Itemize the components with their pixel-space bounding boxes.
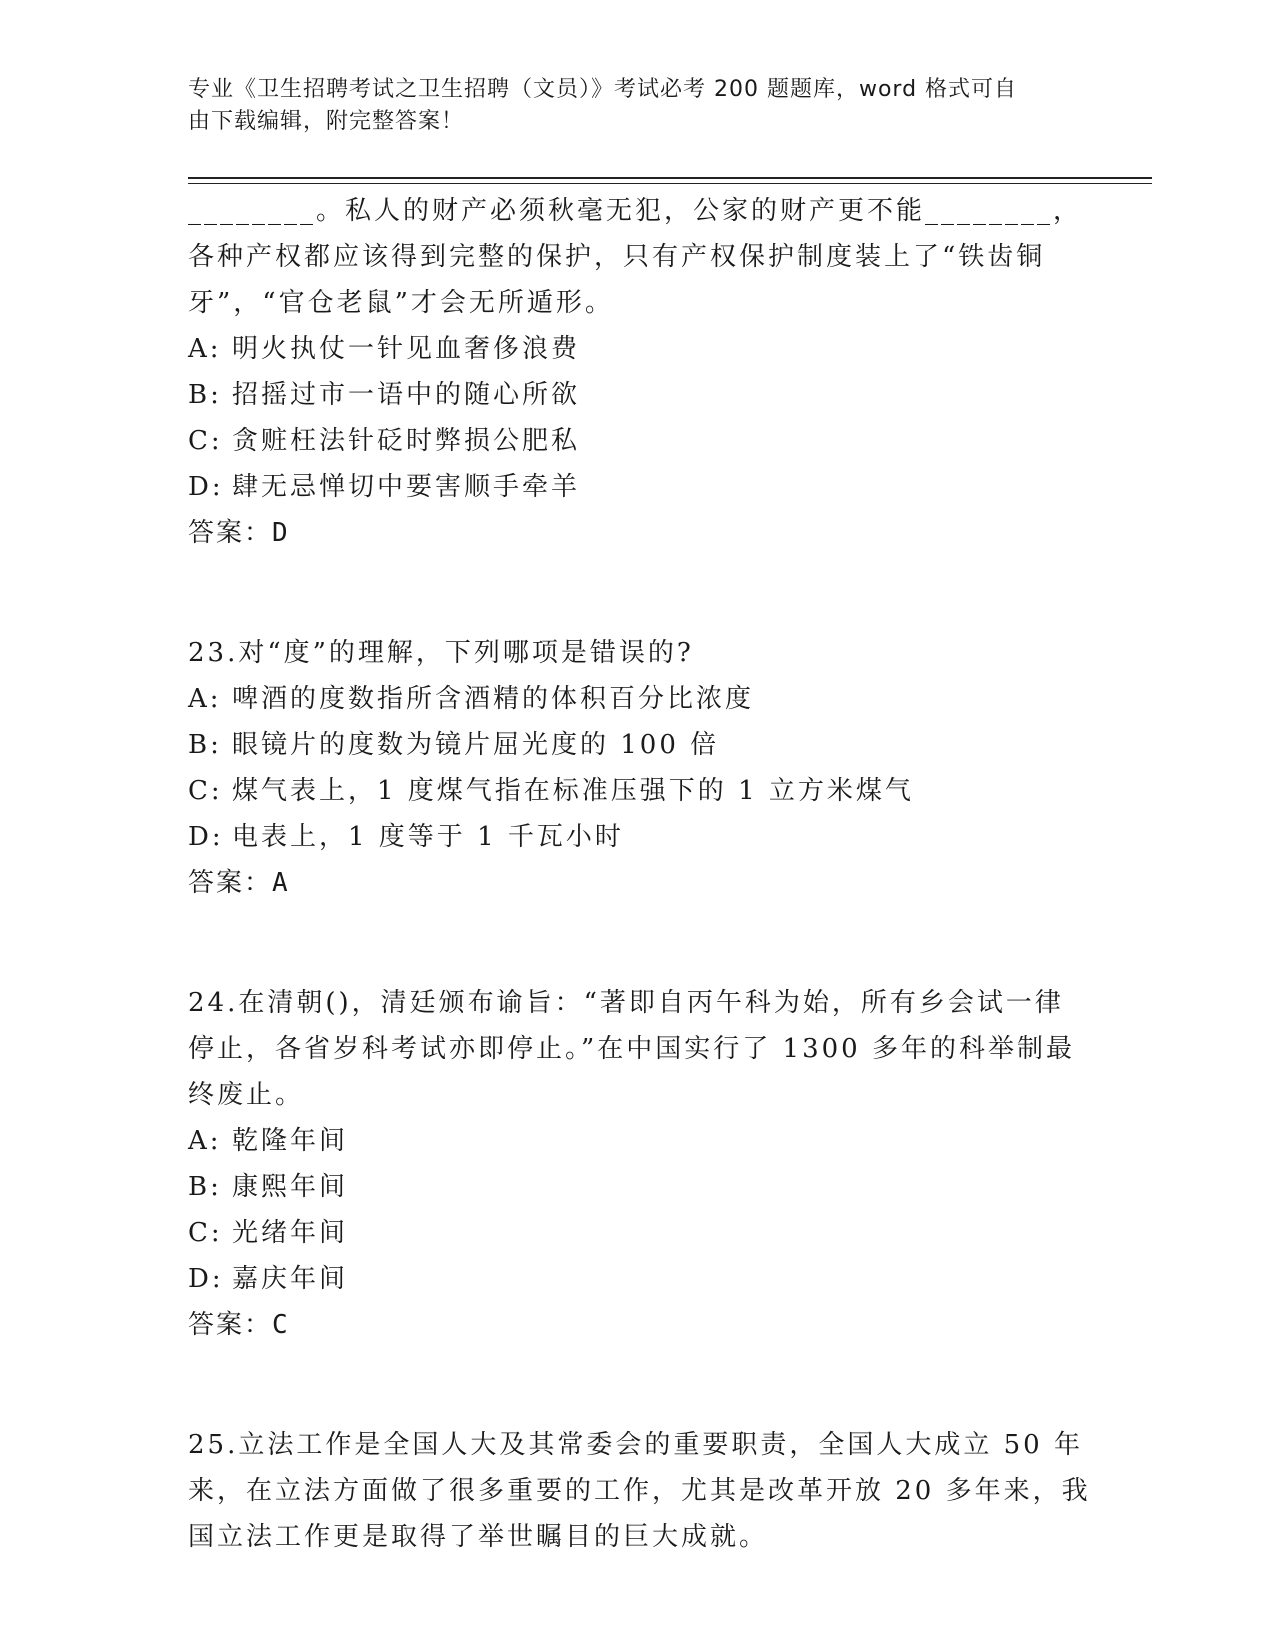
option-text: 嘉庆年间 <box>232 1264 349 1294</box>
answer-label: 答案： <box>188 518 273 548</box>
option-a <box>188 326 1088 372</box>
option-text: 贪赃枉法针砭时弊损公肥私 <box>232 426 581 456</box>
answer-value: C <box>272 1310 290 1340</box>
option-label: C: <box>188 1218 223 1248</box>
question-22 <box>188 188 1088 556</box>
option-a <box>188 1118 1088 1164</box>
option-label: A: <box>188 1126 222 1156</box>
option-b <box>188 372 1088 418</box>
option-label: B: <box>188 1172 222 1202</box>
option-c <box>188 1210 1088 1256</box>
option-b <box>188 1164 1088 1210</box>
option-label: A: <box>188 334 222 364</box>
answer-line <box>188 860 1088 906</box>
question-text-line: ________。私人的财产必须秋毫无犯，公家的财产更不能________， <box>188 196 1083 226</box>
question-text-line: 牙”，“官仓老鼠”才会无所遁形。 <box>188 288 614 318</box>
option-c <box>188 418 1088 464</box>
option-label: B: <box>188 730 222 760</box>
option-text: 光绪年间 <box>232 1218 349 1248</box>
header-rule-thick <box>188 177 1152 179</box>
question-text-line: 来，在立法方面做了很多重要的工作，尤其是改革开放 20 多年来，我 <box>188 1476 1091 1506</box>
question-text-line: 各种产权都应该得到完整的保护，只有产权保护制度装上了“铁齿铜 <box>188 242 1046 272</box>
answer-line <box>188 510 1088 556</box>
option-label: D: <box>188 1264 224 1294</box>
option-text: 煤气表上，1 度煤气指在标准压强下的 1 立方米煤气 <box>232 776 914 806</box>
question-text-line: 23.对“度”的理解，下列哪项是错误的? <box>188 638 694 668</box>
option-d <box>188 464 1088 510</box>
answer-line <box>188 1302 1088 1348</box>
question-text-line: 终废止。 <box>188 1080 305 1110</box>
answer-label: 答案： <box>188 868 273 898</box>
option-text: 电表上，1 度等于 1 千瓦小时 <box>232 822 624 852</box>
option-text: 康熙年间 <box>232 1172 349 1202</box>
option-text: 眼镜片的度数为镜片屈光度的 100 倍 <box>232 730 720 760</box>
question-text-line: 24.在清朝()，清廷颁布谕旨：“著即自丙午科为始，所有乡会试一律 <box>188 988 1064 1018</box>
header-line-1: 专业《卫生招聘考试之卫生招聘（文员）》考试必考 200 题题库，word 格式可自 <box>188 77 1018 102</box>
option-label: B: <box>188 380 222 410</box>
question-24 <box>188 980 1088 1348</box>
option-text: 招摇过市一语中的随心所欲 <box>232 380 581 410</box>
option-text: 明火执仗一针见血奢侈浪费 <box>232 334 581 364</box>
option-text: 啤酒的度数指所含酒精的体积百分比浓度 <box>232 684 755 714</box>
option-d <box>188 1256 1088 1302</box>
option-label: D: <box>188 472 224 502</box>
question-text-line: 国立法工作更是取得了举世瞩目的巨大成就。 <box>188 1522 769 1552</box>
question-text-line: 停止，各省岁科考试亦即停止。”在中国实行了 1300 多年的科举制最 <box>188 1034 1075 1064</box>
question-23 <box>188 630 1088 906</box>
document-header <box>188 74 1068 138</box>
answer-value: A <box>272 868 290 898</box>
answer-label: 答案： <box>188 1310 273 1340</box>
document-body <box>188 188 1091 1560</box>
option-c <box>188 768 1088 814</box>
option-text: 乾隆年间 <box>232 1126 349 1156</box>
header-rule-thin <box>188 183 1152 184</box>
question-text-line: 25.立法工作是全国人大及其常委会的重要职责，全国人大成立 50 年 <box>188 1430 1083 1460</box>
question-25 <box>188 1422 1091 1560</box>
option-text: 肆无忌惮切中要害顺手牵羊 <box>232 472 581 502</box>
header-line-2: 由下载编辑，附完整答案！ <box>188 109 465 134</box>
option-a <box>188 676 1088 722</box>
option-label: C: <box>188 426 223 456</box>
option-d <box>188 814 1088 860</box>
option-label: C: <box>188 776 223 806</box>
option-label: A: <box>188 684 222 714</box>
option-label: D: <box>188 822 224 852</box>
option-b <box>188 722 1088 768</box>
answer-value: D <box>272 518 290 548</box>
